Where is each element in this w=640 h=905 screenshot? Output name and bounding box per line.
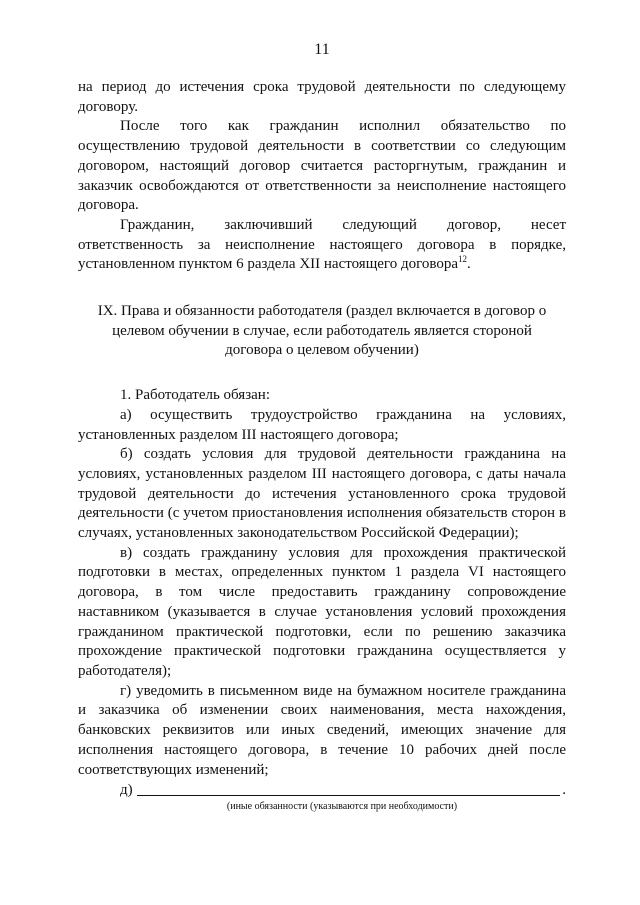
page-number: 11 xyxy=(314,41,330,58)
clause-1b: б) создать условия для трудовой деятельности гражданина на условиях, установленных разделом III настоящего договора, с даты начала трудовой деятельности до истечения установленного срока трудовой деятельности (с учетом приостановления исполнения обязательств сторон в случаях, установленных законодательством Российской Федерации); xyxy=(78,446,566,542)
paragraph-responsibility-text: Гражданин, заключивший следующий договор, несет ответственность за неисполнение настоящего договора в порядке, установленном пунктом 6 раздела XII настоящего договора xyxy=(78,216,566,273)
fill-in-caption: (иные обязанности (указываются при необходимости) xyxy=(226,801,458,813)
document-body xyxy=(78,78,566,813)
clause-1v: в) создать гражданину условия для прохождения практической подготовки в местах, определенных пунктом 1 раздела VI настоящего договора, в том числе предоставить гражданину сопровождение наставником (указывается в случае установления условий прохождения гражданином практической подготовки, если по решению заказчика прохождение практической подготовки гражданина осуществляется у работодателя); xyxy=(78,544,566,679)
footnote-reference: 12 xyxy=(458,254,467,265)
paragraph-contract-termination: После того как гражданин исполнил обязательство по осуществлению трудовой деятельности в соответствии со следующим договором, настоящий договор считается расторгнутым, гражданин и заказчик освобождаются от ответственности за неисполнение настоящего договора. xyxy=(78,118,566,214)
clause-1d xyxy=(78,780,566,800)
clause-1d-end: . xyxy=(562,781,566,798)
paragraph-responsibility-end: . xyxy=(467,256,471,273)
paragraph-continuation: на период до истечения срока трудовой деятельности по следующему договору. xyxy=(78,79,566,115)
paragraph-responsibility xyxy=(78,216,566,275)
clause-1g: г) уведомить в письменном виде на бумажном носителе гражданина и заказчика об изменении своих наименования, места нахождения, банковских реквизитов или иных сведений, имеющих значение для исполнения настоящего договора, в течение 10 рабочих дней после соответствующих изменений; xyxy=(78,682,566,778)
clause-1d-label: д) xyxy=(120,781,133,798)
clause-1a: а) осуществить трудоустройство гражданина на условиях, установленных разделом III настоящего договора; xyxy=(78,406,566,443)
clause-1: 1. Работодатель обязан: xyxy=(120,387,270,404)
section-heading: IX. Права и обязанности работодателя (раздел включается в договор о целевом обучении в случае, если работодатель является стороной договора о целевом обучении) xyxy=(97,303,547,359)
fill-in-blank-line xyxy=(137,781,561,796)
